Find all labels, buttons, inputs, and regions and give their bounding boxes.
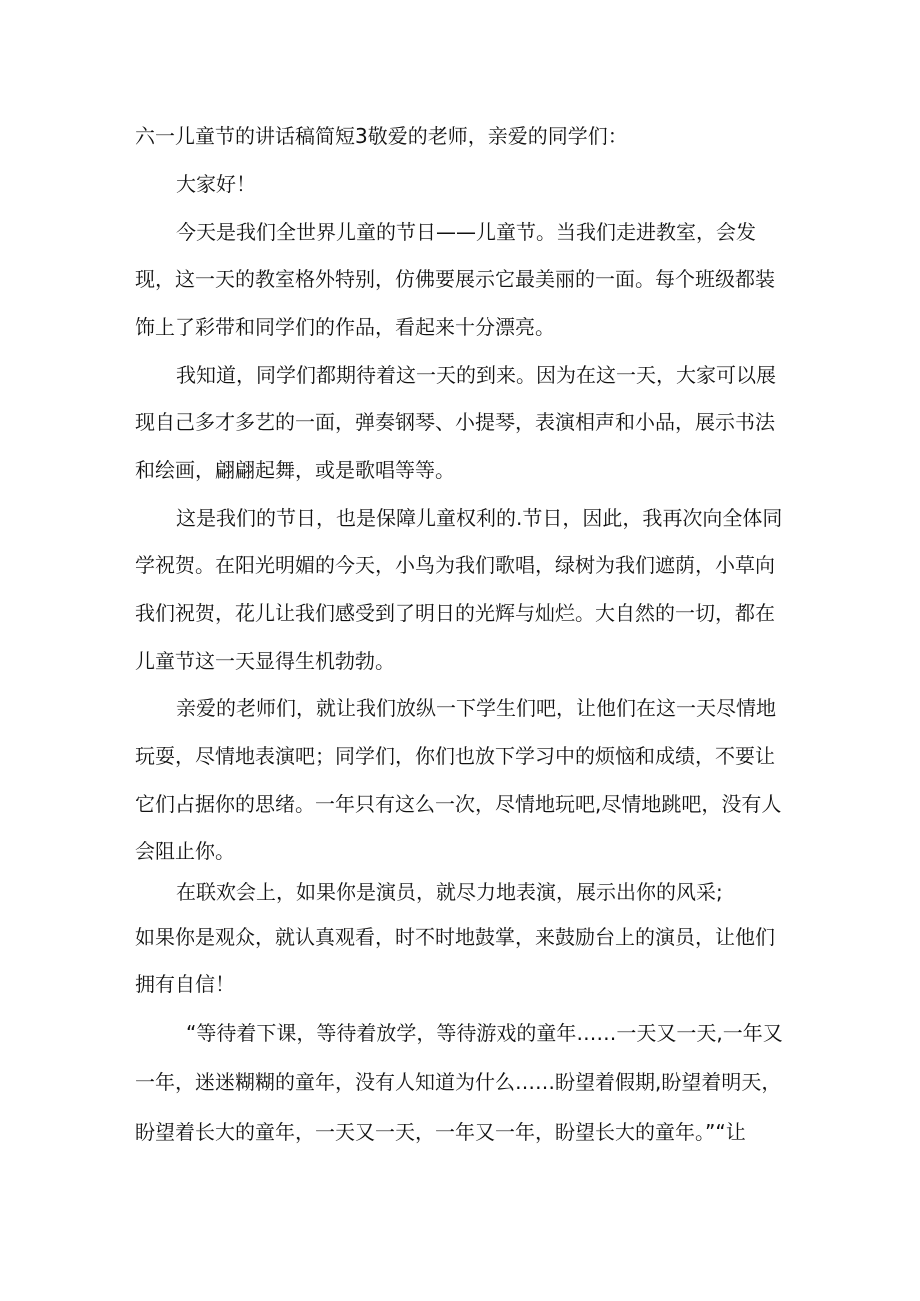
paragraph-line: 它们占据你的思绪。一年只有这么一次，尽情地玩吧,尽情地跳吧，没有人: [135, 792, 782, 816]
paragraph-line: 现自己多才多艺的一面，弹奏钢琴、小提琴，表演相声和小品，展示书法: [135, 410, 775, 434]
paragraph-line: 一年，迷迷糊糊的童年，没有人知道为什么……盼望着假期,盼望着明天，: [135, 1070, 782, 1094]
paragraph-line: 儿童节这一天显得生机勃勃。: [135, 649, 395, 673]
paragraph-line: 饰上了彩带和同学们的作品，看起来十分漂亮。: [135, 315, 555, 339]
paragraph-line: 在联欢会上，如果你是演员，就尽力地表演，展示出你的风采;: [176, 880, 723, 904]
paragraph-line: 会阻止你。: [135, 839, 235, 863]
paragraph-line: 这是我们的节日，也是保障儿童权利的.节日，因此，我再次向全体同: [176, 506, 783, 530]
paragraph-line: 我们祝贺，花儿让我们感受到了明日的光辉与灿烂。大自然的一切，都在: [135, 601, 775, 625]
paragraph-line: 今天是我们全世界儿童的节日——儿童节。当我们走进教室，会发: [176, 220, 756, 244]
paragraph-line: 玩耍，尽情地表演吧；同学们，你们也放下学习中的烦恼和成绩，不要让: [135, 744, 775, 768]
paragraph-line: 现，这一天的教室格外特别，仿佛要展示它最美丽的一面。每个班级都装: [135, 267, 775, 291]
paragraph-line: 我知道，同学们都期待着这一天的到来。因为在这一天，大家可以展: [176, 363, 776, 387]
paragraph-line: 和绘画，翩翩起舞，或是歌唱等等。: [135, 458, 455, 482]
paragraph-line: “等待着下课，等待着放学，等待游戏的童年……一天又一天,一年又: [186, 1021, 783, 1045]
paragraph-line: 如果你是观众，就认真观看，时不时地鼓掌，来鼓励台上的演员，让他们: [135, 925, 775, 949]
paragraph-title-line: 六一儿童节的讲话稿简短3敬爱的老师，亲爱的同学们：: [135, 124, 628, 148]
paragraph-line: 学祝贺。在阳光明媚的今天，小鸟为我们歌唱，绿树为我们遮荫，小草向: [135, 553, 775, 577]
paragraph-greeting: 大家好！: [176, 172, 256, 196]
paragraph-line: 盼望着长大的童年，一天又一天，一年又一年，盼望长大的童年。”“让: [135, 1120, 746, 1144]
paragraph-line: 亲爱的老师们，就让我们放纵一下学生们吧，让他们在这一天尽情地: [176, 696, 776, 720]
paragraph-line: 拥有自信！: [135, 972, 235, 996]
